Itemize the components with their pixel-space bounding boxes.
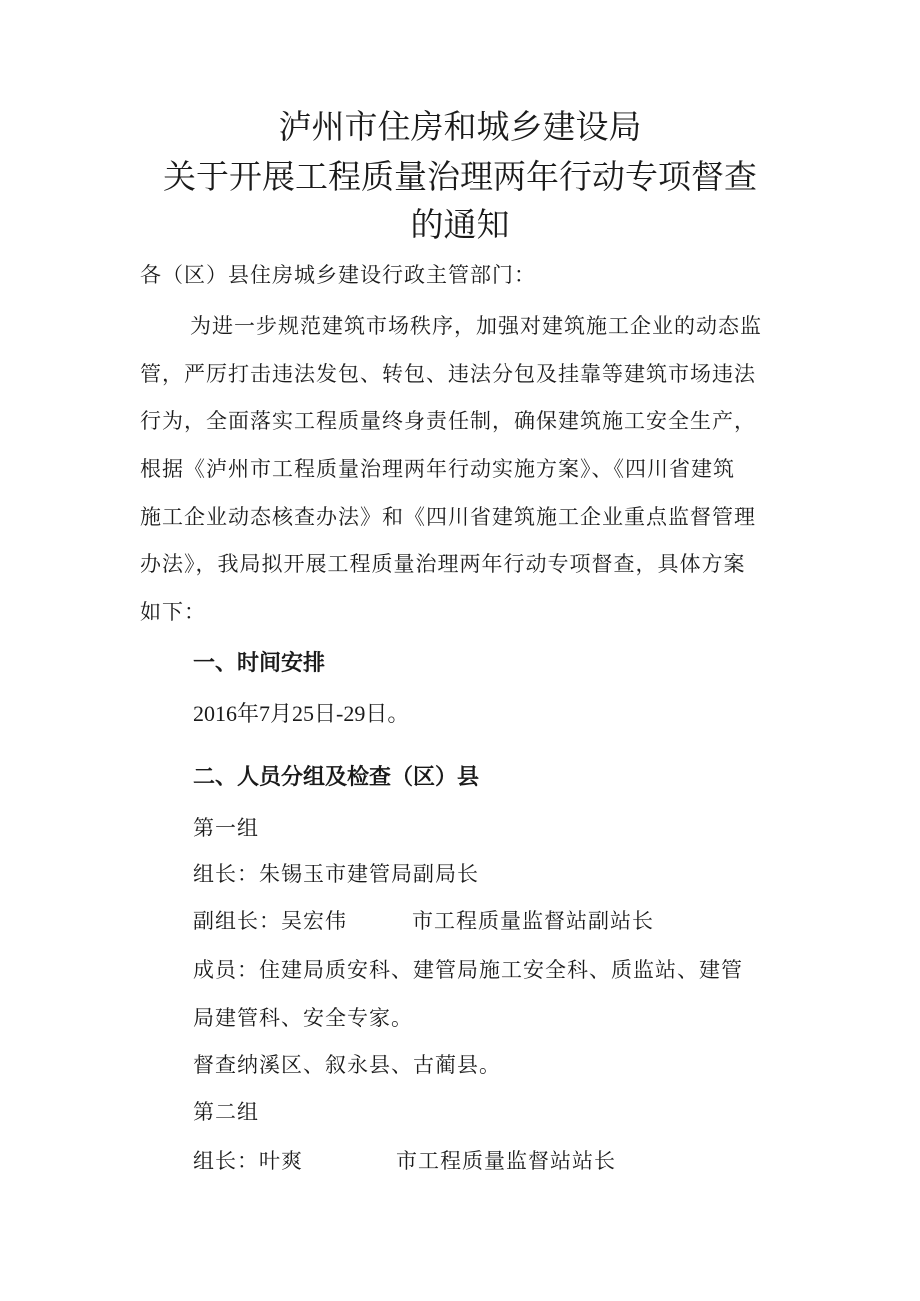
section-heading-time: 一、时间安排: [193, 651, 326, 676]
group-2-leader-name: 组长：叶爽: [193, 1149, 303, 1173]
group-1-deputy-title: 市工程质量监督站副站长: [412, 909, 654, 933]
intro-line: 为进一步规范建筑市场秩序，加强对建筑施工企业的动态监: [190, 314, 762, 338]
intro-line: 行为，全面落实工程质量终身责任制，确保建筑施工安全生产，: [140, 409, 756, 433]
salutation: 各（区）县住房城乡建设行政主管部门：: [140, 263, 536, 287]
group-1-deputy-name: 副组长：吴宏伟: [193, 909, 347, 933]
intro-line: 管，严厉打击违法发包、转包、违法分包及挂靠等建筑市场违法: [140, 362, 756, 386]
group-1-members: 成员：住建局质安科、建管局施工安全科、质监站、建管: [193, 958, 743, 982]
title-line-1: 泸州市住房和城乡建设局: [278, 107, 642, 146]
intro-line: 根据《泸州市工程质量治理两年行动实施方案》、《四川省建筑: [140, 457, 735, 481]
group-2-name: 第二组: [193, 1100, 259, 1124]
intro-line: 如下：: [140, 600, 206, 624]
title-line-2: 关于开展工程质量治理两年行动专项督查: [163, 157, 757, 196]
intro-line: 施工企业动态核查办法》和《四川省建筑施工企业重点监督管理: [140, 505, 756, 529]
intro-line: 办法》，我局拟开展工程质量治理两年行动专项督查，具体方案: [140, 552, 746, 576]
section-heading-groups: 二、人员分组及检查（区）县: [193, 765, 480, 790]
group-1-leader: 组长：朱锡玉市建管局副局长: [193, 862, 479, 886]
title-line-3: 的通知: [410, 205, 510, 244]
group-1-members-cont: 局建管科、安全专家。: [193, 1006, 413, 1030]
group-1-name: 第一组: [193, 816, 259, 840]
group-1-inspect: 督查纳溪区、叙永县、古蔺县。: [193, 1053, 501, 1077]
schedule-date: 2016年7月25日-29日。: [193, 701, 410, 726]
group-2-leader-title: 市工程质量监督站站长: [396, 1149, 616, 1173]
